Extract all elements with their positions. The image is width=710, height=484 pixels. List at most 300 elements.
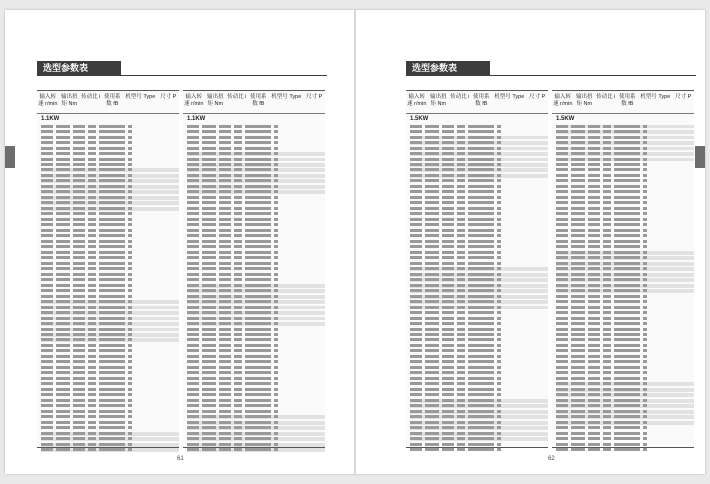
table-cell xyxy=(56,245,70,248)
table-cell xyxy=(234,229,242,232)
table-cell xyxy=(410,295,422,298)
table-cell xyxy=(56,311,70,314)
table-cell xyxy=(457,366,465,369)
table-cell xyxy=(571,218,585,221)
table-row xyxy=(410,136,548,140)
table-cell xyxy=(588,404,600,407)
table-row xyxy=(556,338,694,342)
table-row xyxy=(556,432,694,436)
table-cell xyxy=(128,245,132,248)
table-cell xyxy=(571,421,585,424)
table-cell xyxy=(219,136,231,139)
spec-table-right-1 xyxy=(406,90,548,448)
table-cell xyxy=(88,174,96,177)
table-cell xyxy=(571,415,585,418)
table-cell xyxy=(274,366,278,369)
table-cell xyxy=(556,267,568,270)
table-cell xyxy=(187,130,199,133)
table-cell xyxy=(41,174,53,177)
table-cell xyxy=(41,278,53,281)
table-cell xyxy=(41,273,53,276)
table-cell xyxy=(410,333,422,336)
table-cell xyxy=(41,245,53,248)
table-cell xyxy=(468,404,494,407)
table-cell xyxy=(425,245,439,248)
table-cell xyxy=(468,399,494,402)
table-cell xyxy=(457,218,465,221)
table-cell xyxy=(468,273,494,276)
table-cell xyxy=(219,229,231,232)
table-cell xyxy=(468,300,494,303)
table-cell xyxy=(245,388,271,391)
table-row xyxy=(410,163,548,167)
table-cell xyxy=(41,382,53,385)
table-cell xyxy=(41,201,53,204)
table-cell xyxy=(643,245,647,248)
table-cell xyxy=(556,190,568,193)
table-cell xyxy=(497,421,501,424)
table-row xyxy=(187,421,325,425)
table-cell xyxy=(128,338,132,341)
table-cell xyxy=(234,437,242,440)
table-cell xyxy=(556,212,568,215)
table-cell xyxy=(245,437,271,440)
table-cell xyxy=(410,278,422,281)
table-cell xyxy=(614,240,640,243)
table-cell xyxy=(73,212,85,215)
table-cell xyxy=(99,317,125,320)
table-cell xyxy=(56,410,70,413)
table-cell xyxy=(41,415,53,418)
table-row xyxy=(556,267,694,271)
table-cell xyxy=(468,443,494,446)
table-cell xyxy=(202,393,216,396)
table-cell xyxy=(410,240,422,243)
table-cell xyxy=(56,388,70,391)
table-row xyxy=(41,437,179,441)
table-cell xyxy=(410,404,422,407)
table-cell xyxy=(442,355,454,358)
table-cell xyxy=(643,284,647,287)
table-cell xyxy=(457,158,465,161)
table-cell xyxy=(442,306,454,309)
table-cell xyxy=(245,245,271,248)
table-cell xyxy=(202,223,216,226)
table-cell xyxy=(603,443,611,446)
table-cell xyxy=(588,443,600,446)
table-cell xyxy=(128,207,132,210)
table-cell xyxy=(571,240,585,243)
table-cell xyxy=(571,185,585,188)
table-cell xyxy=(88,267,96,270)
section-title: 选型参数表 xyxy=(37,61,121,76)
table-cell xyxy=(425,421,439,424)
table-cell xyxy=(614,388,640,391)
table-cell xyxy=(556,278,568,281)
table-cell xyxy=(442,382,454,385)
table-cell xyxy=(571,360,585,363)
table-cell xyxy=(128,174,132,177)
table-cell xyxy=(497,289,501,292)
table-cell xyxy=(202,218,216,221)
table-cell xyxy=(643,179,647,182)
table-cell xyxy=(41,421,53,424)
table-cell xyxy=(187,163,199,166)
table-cell xyxy=(468,355,494,358)
table-cell xyxy=(99,371,125,374)
table-cell xyxy=(187,147,199,150)
table-cell xyxy=(56,212,70,215)
table-cell xyxy=(614,168,640,171)
table-cell xyxy=(202,399,216,402)
table-cell xyxy=(245,147,271,150)
table-cell xyxy=(99,443,125,446)
table-cell xyxy=(41,267,53,270)
table-row xyxy=(187,382,325,386)
table-cell xyxy=(99,125,125,128)
header-service-factor: 使用系数 fB xyxy=(619,94,636,107)
table-cell xyxy=(614,328,640,331)
table-cell xyxy=(56,371,70,374)
table-cell xyxy=(588,432,600,435)
right-page xyxy=(356,10,705,474)
table-cell xyxy=(556,125,568,128)
table-row xyxy=(556,437,694,441)
table-cell xyxy=(556,152,568,155)
table-cell xyxy=(202,229,216,232)
table-cell xyxy=(643,234,647,237)
table-cell xyxy=(497,201,501,204)
table-cell xyxy=(99,349,125,352)
table-row xyxy=(41,158,179,162)
table-cell xyxy=(41,125,53,128)
table-cell xyxy=(556,349,568,352)
table-cell xyxy=(73,218,85,221)
table-cell xyxy=(614,306,640,309)
table-row xyxy=(410,190,548,194)
table-cell xyxy=(614,147,640,150)
table-cell xyxy=(73,371,85,374)
table-cell xyxy=(202,421,216,424)
table-cell xyxy=(245,256,271,259)
table-cell xyxy=(497,349,501,352)
table-cell xyxy=(56,262,70,265)
table-cell xyxy=(571,152,585,155)
table-cell xyxy=(603,262,611,265)
table-cell xyxy=(187,300,199,303)
table-cell xyxy=(56,141,70,144)
table-cell xyxy=(442,421,454,424)
table-cell xyxy=(274,278,278,281)
table-row xyxy=(187,377,325,381)
table-cell xyxy=(614,223,640,226)
table-cell xyxy=(643,185,647,188)
table-cell xyxy=(56,448,70,451)
table-cell xyxy=(128,333,132,336)
table-cell xyxy=(457,168,465,171)
table-cell xyxy=(88,207,96,210)
table-cell xyxy=(468,278,494,281)
table-cell xyxy=(442,317,454,320)
table-cell xyxy=(497,179,501,182)
table-cell xyxy=(468,251,494,254)
table-cell xyxy=(425,130,439,133)
table-cell xyxy=(41,300,53,303)
table-cell xyxy=(128,404,132,407)
section-title: 选型参数表 xyxy=(406,61,490,76)
table-cell xyxy=(571,158,585,161)
table-cell xyxy=(274,256,278,259)
table-cell xyxy=(73,415,85,418)
table-cell xyxy=(425,284,439,287)
table-cell xyxy=(410,311,422,314)
table-cell xyxy=(88,240,96,243)
table-cell xyxy=(245,426,271,429)
table-cell xyxy=(88,223,96,226)
table-cell xyxy=(99,163,125,166)
table-cell xyxy=(99,201,125,204)
table-cell xyxy=(128,355,132,358)
table-cell xyxy=(497,432,501,435)
table-cell xyxy=(187,443,199,446)
header-output-torque: 输出扭矩 Nm xyxy=(61,94,78,107)
table-cell xyxy=(603,432,611,435)
table-row xyxy=(410,399,548,403)
table-cell xyxy=(556,344,568,347)
table-row xyxy=(556,311,694,315)
table-cell xyxy=(614,317,640,320)
table-row xyxy=(187,404,325,408)
table-cell xyxy=(219,393,231,396)
power-section-label: 1.1KW xyxy=(187,116,206,122)
table-cell xyxy=(588,355,600,358)
table-cell xyxy=(614,267,640,270)
table-row xyxy=(410,130,548,134)
table-cell xyxy=(410,349,422,352)
table-cell xyxy=(556,328,568,331)
header-input-speed: 输入转速 r/min xyxy=(553,94,573,107)
table-cell xyxy=(442,136,454,139)
table-cell xyxy=(614,136,640,139)
table-cell xyxy=(274,443,278,446)
table-cell xyxy=(571,147,585,150)
table-cell xyxy=(56,377,70,380)
table-row xyxy=(41,240,179,244)
table-cell xyxy=(571,262,585,265)
table-cell xyxy=(497,136,501,139)
table-cell xyxy=(442,201,454,204)
table-cell xyxy=(442,229,454,232)
table-cell xyxy=(245,174,271,177)
table-cell xyxy=(425,388,439,391)
table-row xyxy=(556,229,694,233)
table-row xyxy=(41,179,179,183)
table-cell xyxy=(41,355,53,358)
table-cell xyxy=(219,196,231,199)
table-cell xyxy=(274,421,278,424)
table-cell xyxy=(571,163,585,166)
table-cell xyxy=(274,432,278,435)
table-row xyxy=(410,262,548,266)
table-cell xyxy=(274,284,278,287)
table-cell xyxy=(234,256,242,259)
table-cell xyxy=(643,278,647,281)
table-cell xyxy=(234,393,242,396)
table-cell xyxy=(603,207,611,210)
page-number: 62 xyxy=(548,456,555,462)
table-cell xyxy=(425,158,439,161)
table-cell xyxy=(56,415,70,418)
table-row xyxy=(187,147,325,151)
table-cell xyxy=(56,256,70,259)
table-cell xyxy=(234,349,242,352)
table-cell xyxy=(614,355,640,358)
table-row xyxy=(41,338,179,342)
table-cell xyxy=(603,196,611,199)
table-cell xyxy=(41,147,53,150)
table-cell xyxy=(56,136,70,139)
table-row xyxy=(41,443,179,447)
table-cell xyxy=(643,404,647,407)
table-cell xyxy=(274,399,278,402)
table-cell xyxy=(99,338,125,341)
table-cell xyxy=(457,229,465,232)
table-cell xyxy=(556,432,568,435)
header-ratio: 传动比 i xyxy=(227,94,247,100)
table-cell xyxy=(234,382,242,385)
table-cell xyxy=(614,371,640,374)
table-row xyxy=(187,207,325,211)
table-cell xyxy=(571,251,585,254)
table-cell xyxy=(219,344,231,347)
table-row xyxy=(41,163,179,167)
table-row xyxy=(187,218,325,222)
table-cell xyxy=(73,196,85,199)
table-row xyxy=(410,300,548,304)
table-cell xyxy=(603,448,611,451)
table-row xyxy=(556,179,694,183)
table-cell xyxy=(643,388,647,391)
table-cell xyxy=(468,125,494,128)
table-row xyxy=(41,371,179,375)
table-cell xyxy=(99,289,125,292)
table-cell xyxy=(442,174,454,177)
table-cell xyxy=(88,234,96,237)
table-cell xyxy=(99,262,125,265)
table-cell xyxy=(643,311,647,314)
table-cell xyxy=(128,371,132,374)
table-cell xyxy=(410,218,422,221)
table-cell xyxy=(410,141,422,144)
table-cell xyxy=(614,382,640,385)
table-cell xyxy=(588,344,600,347)
table-cell xyxy=(99,366,125,369)
table-cell xyxy=(41,262,53,265)
table-cell xyxy=(187,158,199,161)
table-cell xyxy=(219,267,231,270)
table-cell xyxy=(603,125,611,128)
table-cell xyxy=(603,421,611,424)
table-cell xyxy=(468,344,494,347)
table-cell xyxy=(41,404,53,407)
table-cell xyxy=(571,168,585,171)
table-cell xyxy=(588,306,600,309)
table-cell xyxy=(88,317,96,320)
table-cell xyxy=(245,136,271,139)
table-cell xyxy=(41,388,53,391)
table-cell xyxy=(99,295,125,298)
table-cell xyxy=(457,344,465,347)
table-cell xyxy=(556,179,568,182)
table-cell xyxy=(588,278,600,281)
table-cell xyxy=(588,141,600,144)
table-cell xyxy=(588,256,600,259)
table-cell xyxy=(245,185,271,188)
table-cell xyxy=(614,295,640,298)
table-row xyxy=(556,355,694,359)
table-cell xyxy=(603,190,611,193)
table-cell xyxy=(56,443,70,446)
power-section-label: 1.1KW xyxy=(41,116,60,122)
table-cell xyxy=(588,163,600,166)
table-cell xyxy=(614,234,640,237)
table-cell xyxy=(643,399,647,402)
table-cell xyxy=(442,289,454,292)
table-cell xyxy=(219,410,231,413)
table-cell xyxy=(442,273,454,276)
table-row xyxy=(556,448,694,452)
table-cell xyxy=(603,158,611,161)
table-cell xyxy=(187,410,199,413)
table-cell xyxy=(88,256,96,259)
table-cell xyxy=(219,284,231,287)
table-row xyxy=(556,234,694,238)
table-cell xyxy=(556,410,568,413)
table-cell xyxy=(457,179,465,182)
table-cell xyxy=(410,158,422,161)
table-row xyxy=(187,349,325,353)
table-cell xyxy=(643,125,647,128)
table-cell xyxy=(187,284,199,287)
table-cell xyxy=(73,234,85,237)
table-cell xyxy=(442,163,454,166)
table-row xyxy=(556,174,694,178)
table-cell xyxy=(187,185,199,188)
table-cell xyxy=(219,388,231,391)
table-cell xyxy=(128,322,132,325)
table-cell xyxy=(219,163,231,166)
table-cell xyxy=(468,437,494,440)
table-row xyxy=(556,300,694,304)
table-cell xyxy=(245,306,271,309)
table-cell xyxy=(234,201,242,204)
table-cell xyxy=(588,437,600,440)
table-cell xyxy=(603,300,611,303)
table-cell xyxy=(497,382,501,385)
table-row xyxy=(556,393,694,397)
table-cell xyxy=(187,388,199,391)
table-cell xyxy=(643,267,647,270)
table-row xyxy=(41,388,179,392)
table-cell xyxy=(556,240,568,243)
table-cell xyxy=(468,388,494,391)
table-cell xyxy=(497,163,501,166)
table-cell xyxy=(643,212,647,215)
table-cell xyxy=(187,256,199,259)
table-cell xyxy=(41,256,53,259)
table-cell xyxy=(88,448,96,451)
table-cell xyxy=(497,317,501,320)
